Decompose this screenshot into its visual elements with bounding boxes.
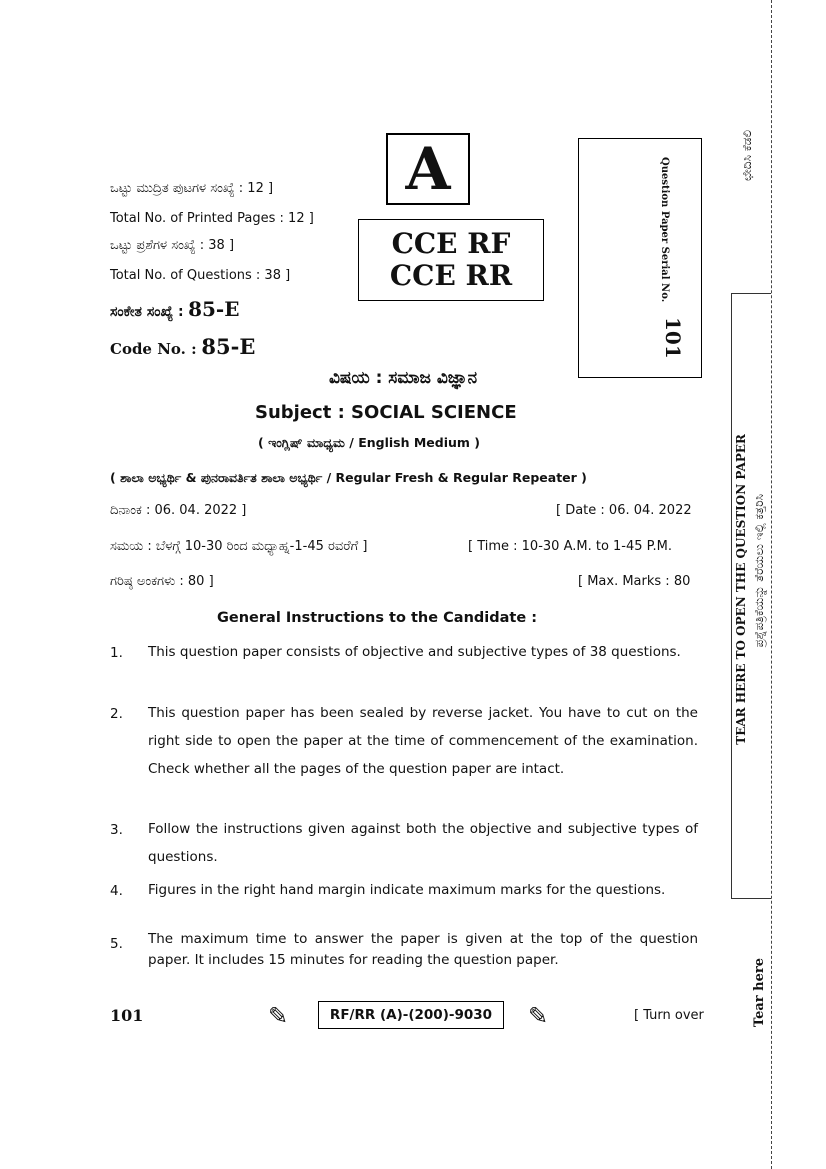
total-questions: Total No. of Questions : 38 ] (110, 268, 291, 283)
candidate-type: ( ಶಾಲಾ ಅಭ್ಯರ್ಥಿ & ಪುನರಾವರ್ತಿತ ಶಾಲಾ ಅಭ್ಯರ್ಥಿ / Regular Fresh & Regular Repeater ) (110, 470, 587, 485)
instruction-text: This question paper consists of objective and subjective types of 38 questions. (148, 644, 681, 660)
tear-open-en: TEAR HERE TO OPEN THE QUESTION PAPER (734, 434, 748, 745)
kn-code-value: 85-E (188, 297, 240, 321)
tear-open-kn: ಪ್ರಶ್ನೆಪತ್ರಿಕೆಯನ್ನು ತೆರೆಯಲು ಇಲ್ಲಿ ಕತ್ತರಿಸಿ (752, 494, 766, 648)
pencil-icon: ✎ (268, 1002, 289, 1030)
footer-code: RF/RR (A)-(200)-9030 (318, 1001, 504, 1029)
instruction-number: 4. (110, 883, 123, 899)
subject-kn: ವಿಷಯ : ಸಮಾಜ ವಿಜ್ಞಾನ (328, 368, 478, 388)
cce-line-2: CCE RR (389, 259, 513, 292)
code-label: Code No. : (110, 340, 197, 358)
instructions-heading: General Instructions to the Candidate : (217, 610, 538, 626)
instruction-number: 3. (110, 822, 123, 838)
pencil-icon: ✎ (528, 1002, 549, 1030)
cce-box (358, 219, 544, 301)
instruction-number: 5. (110, 936, 123, 952)
instruction-text: Follow the instructions given against both the objective and subjective types of questions. (148, 821, 698, 865)
kn-total-questions: ಒಟ್ಟು ಪ್ರಶೆಗಳ ಸಂಖ್ಯೆ : 38 ] (110, 238, 235, 253)
code-value: 85-E (201, 334, 256, 359)
kn-max-marks: ಗರಿಷ್ಠ ಅಂಕಗಳು : 80 ] (110, 574, 214, 589)
kn-tear-label: ಛೇದಿಸಿ ಕೆಡಲಿ (740, 130, 754, 181)
page-number: 101 (110, 1006, 144, 1025)
kn-code-label: ಸಂಕೇತ ಸಂಖ್ಯೆ : (110, 304, 184, 320)
turn-over: [ Turn over (634, 1008, 704, 1023)
tear-here-label: Tear here (752, 958, 767, 1028)
instruction-text: This question paper has been sealed by reverse jacket. You have to cut on the right side to open the paper at the time of commencement of the examination. Check whether all the pages of the question paper are intact. (148, 705, 698, 777)
kn-code-row (110, 297, 239, 321)
version-box: A (386, 133, 470, 205)
max-marks: [ Max. Marks : 80 (578, 574, 691, 589)
time: [ Time : 10-30 A.M. to 1-45 P.M. (468, 539, 672, 554)
instruction-number: 2. (110, 706, 123, 722)
subject-en: Subject : SOCIAL SCIENCE (255, 402, 517, 423)
date: [ Date : 06. 04. 2022 (556, 503, 692, 518)
tear-dashed-line[interactable] (771, 0, 772, 1169)
serial-label: Question Paper Serial No. (659, 157, 670, 303)
total-pages: Total No. of Printed Pages : 12 ] (110, 211, 314, 226)
instruction-number: 1. (110, 645, 123, 661)
serial-box (578, 138, 702, 378)
kn-date: ದಿನಾಂಕ : 06. 04. 2022 ] (110, 503, 247, 518)
serial-value: 101 (661, 317, 685, 359)
kn-time: ಸಮಯ : ಬೆಳಗ್ಗೆ 10-30 ರಿಂದ ಮಧ್ಯಾಹ್ನ-1-45 ರವರೆಗೆ ] (110, 539, 368, 554)
instruction-text: Figures in the right hand margin indicate maximum marks for the questions. (148, 882, 666, 898)
instruction-text: The maximum time to answer the paper is given at the top of the question paper. It includes 15 minutes for reading the question paper. (148, 931, 698, 968)
code-row (110, 334, 255, 359)
tear-instruction-box (731, 293, 771, 899)
cce-line-1: CCE RF (391, 227, 511, 260)
medium: ( ಇಂಗ್ಲಿಷ್ ಮಾಧ್ಯಮ / English Medium ) (258, 435, 480, 450)
kn-total-pages: ಒಟ್ಟು ಮುದ್ರಿತ ಪುಟಗಳ ಸಂಖ್ಯೆ : 12 ] (110, 181, 274, 196)
